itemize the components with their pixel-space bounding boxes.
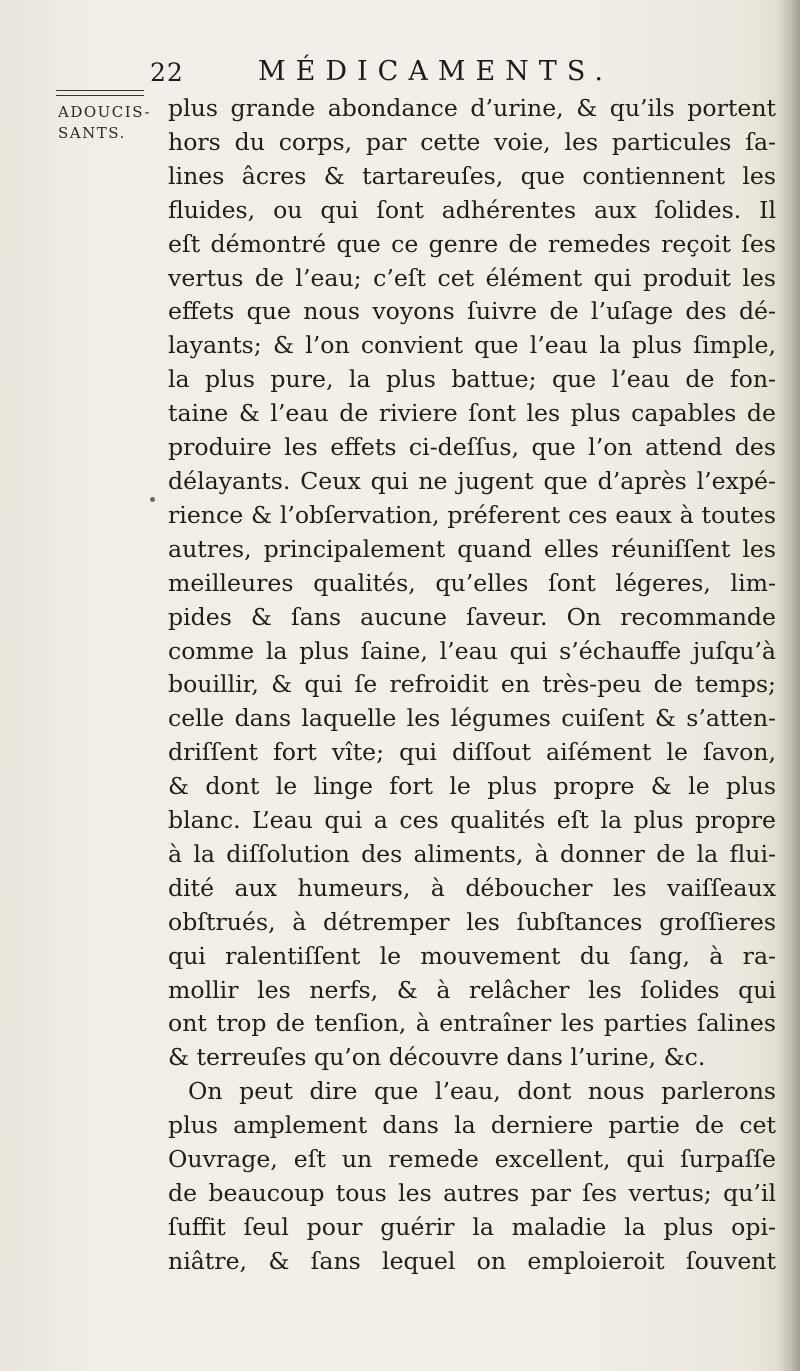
text-line: ſuffit ſeul pour guérir la maladie la plus opi- <box>168 1212 776 1241</box>
text-line: niâtre, & ſans lequel on emploieroit ſouvent <box>168 1246 776 1275</box>
text-line: hors du corps, par cette voie, les particules ſa- <box>168 127 776 156</box>
page-number: 22 <box>150 58 184 87</box>
text-line: celle dans laquelle les légumes cuiſent & s’atten- <box>168 704 776 733</box>
text-line: fluides, ou qui ſont adhérentes aux ſolides. Il <box>168 195 776 224</box>
text-line: & terreuſes qu’on découvre dans l’urine, &c. <box>168 1043 706 1072</box>
margin-rule-secondary <box>56 95 144 96</box>
text-line: layants; & l’on convient que l’eau la plus ſimple, <box>168 331 776 360</box>
text-line: Ouvrage, eſt un remede excellent, qui ſurpaſſe <box>168 1145 776 1174</box>
text-line: la plus pure, la plus battue; que l’eau de fon- <box>168 365 776 394</box>
text-line: blanc. L’eau qui a ces qualités eſt la plus propre <box>168 806 776 835</box>
text-line: de beaucoup tous les autres par ſes vertus; qu’il <box>168 1179 776 1207</box>
text-line: rience & l’obſervation, préferent ces eaux à toutes <box>168 500 776 529</box>
text-line: vertus de l’eau; c’eſt cet élément qui produit les <box>168 263 776 292</box>
text-line: à la diſſolution des aliments, à donner de la flui- <box>168 839 776 868</box>
text-line: eſt démontré que ce genre de remedes reçoit ſes <box>168 229 776 258</box>
margin-dot-mark <box>150 497 155 502</box>
page-gutter-shadow <box>778 0 800 1371</box>
text-line: obſtrués, à détremper les ſubſtances groſſieres <box>168 907 776 936</box>
margin-note-line: SANTS. <box>58 124 126 142</box>
text-line: produire les effets ci-deſſus, que l’on attend des <box>168 433 776 462</box>
text-line: autres, principalement quand elles réuniſſent les <box>168 534 776 563</box>
margin-note-line: ADOUCIS- <box>58 103 152 121</box>
body-text <box>168 92 776 1279</box>
text-line: ont trop de tenſion, à entraîner les parties ſalines <box>168 1009 776 1038</box>
text-line: bouillir, & qui ſe refroidit en très-peu de temps; <box>168 670 776 699</box>
text-line: plus grande abondance d’urine, & qu’ils portent <box>168 94 776 122</box>
text-line: lines âcres & tartareuſes, que contiennent les <box>168 161 776 190</box>
margin-rule <box>56 90 144 91</box>
margin-note <box>58 102 154 144</box>
text-line: driſſent fort vîte; qui diſſout aiſément le ſavon, <box>168 738 776 767</box>
text-line: mollir les nerfs, & à relâcher les ſolides qui <box>168 975 776 1004</box>
text-line: taine & l’eau de riviere ſont les plus capables de <box>168 399 776 428</box>
text-line: meilleures qualités, qu’elles ſont légeres, lim- <box>168 568 776 597</box>
text-line: qui ralentiſſent le mouvement du ſang, à ra- <box>168 941 776 970</box>
text-line: dité aux humeurs, à déboucher les vaiſſeaux <box>168 873 776 902</box>
text-line: On peut dire que l’eau, dont nous parlerons <box>188 1077 776 1106</box>
text-line: effets que nous voyons ſuivre de l’uſage des dé- <box>168 297 776 326</box>
text-line: comme la plus ſaine, l’eau qui s’échauffe juſqu’à <box>168 636 776 665</box>
text-line: plus amplement dans la derniere partie de cet <box>168 1111 776 1140</box>
text-line: pides & ſans aucune ſaveur. On recommande <box>168 602 776 631</box>
text-line: délayants. Ceux qui ne jugent que d’après l’expé- <box>168 466 776 495</box>
text-line: & dont le linge fort le plus propre & le plus <box>168 772 776 801</box>
running-title: MÉDICAMENTS. <box>258 56 613 87</box>
